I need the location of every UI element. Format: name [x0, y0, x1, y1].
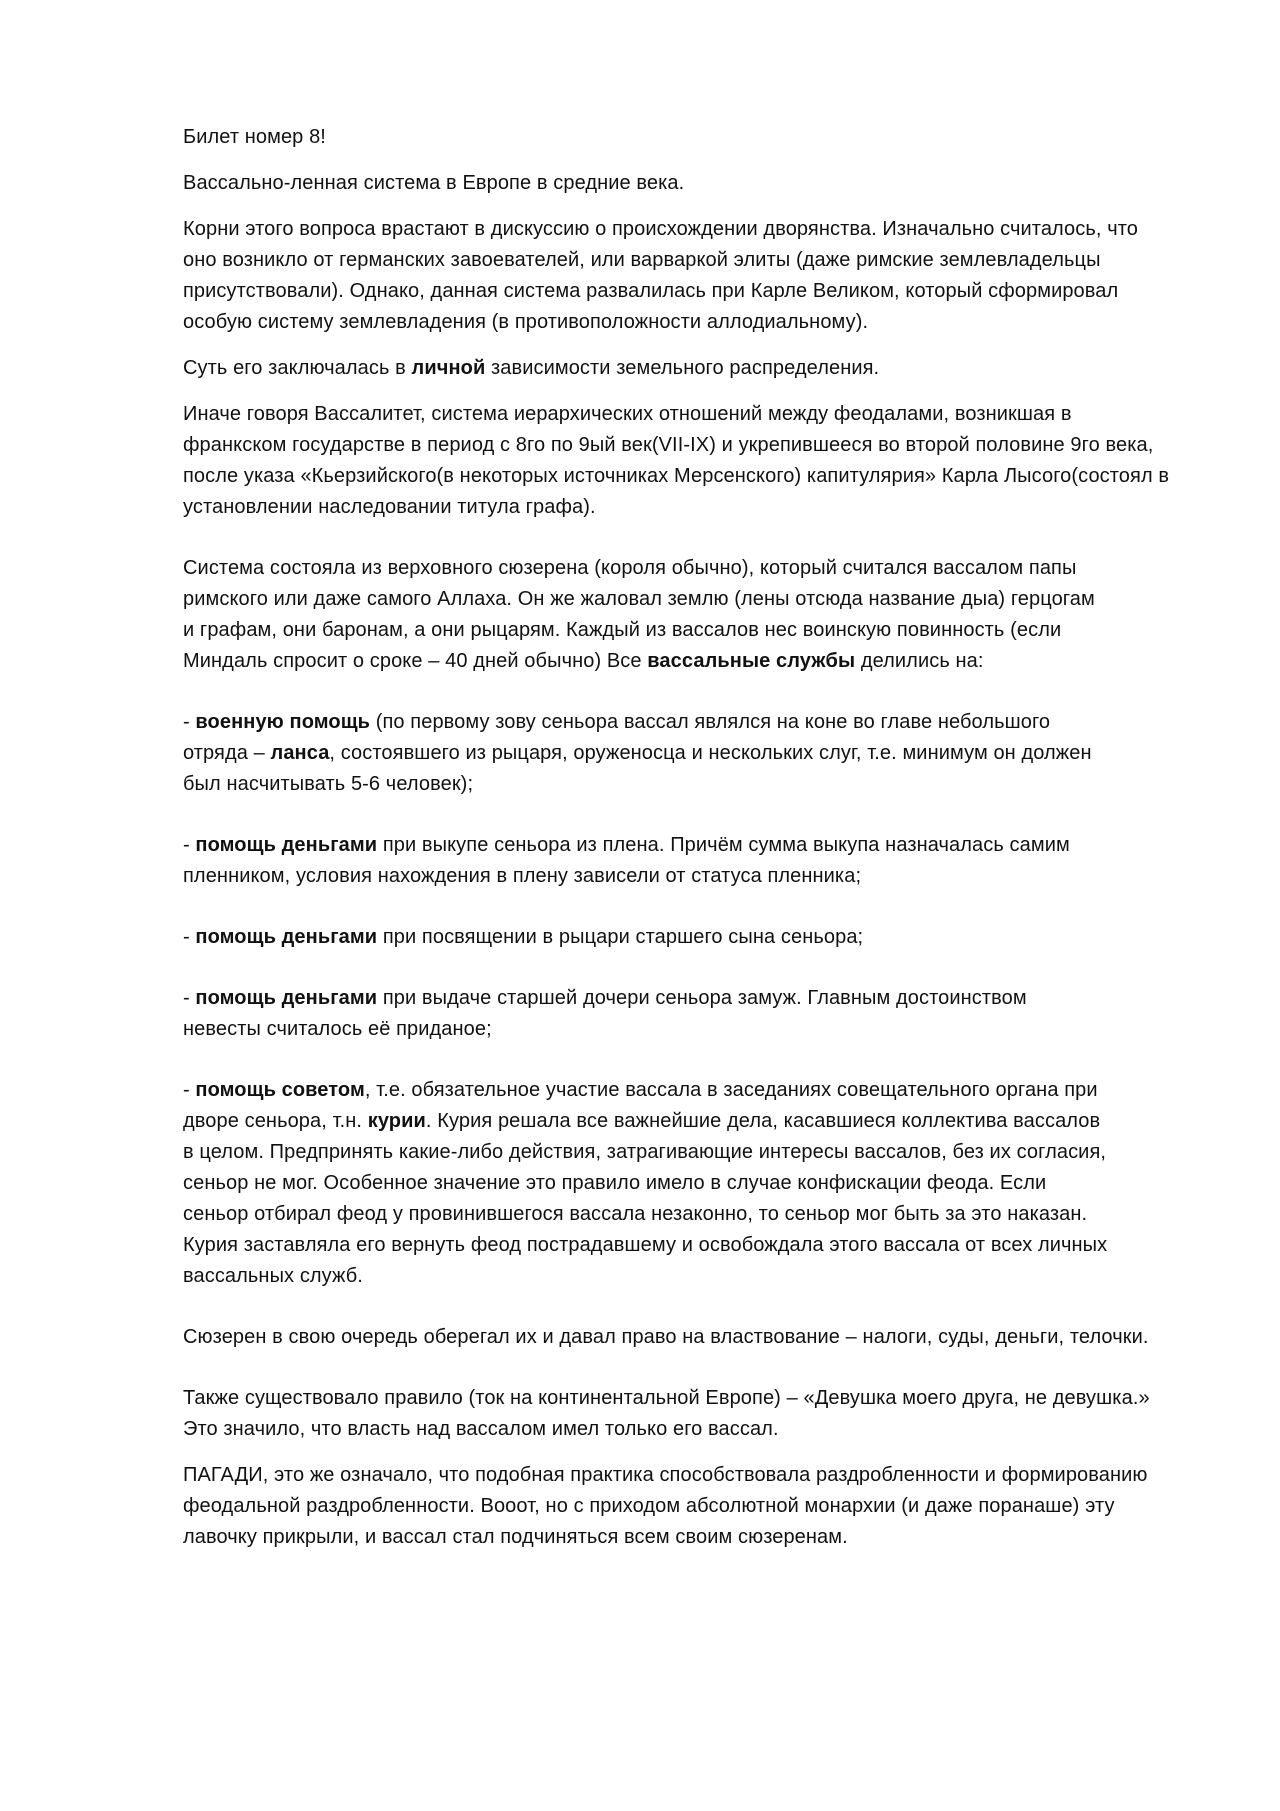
text: при выкупе сеньора из плена. Причём сумма выкупа назначалась самим пленником, условия нахождения в плену зависели от статуса пленника;	[183, 834, 1070, 887]
text: делились на:	[855, 650, 984, 672]
list-item-ransom-aid	[183, 830, 1108, 892]
paragraph-vassalage: Иначе говоря Вассалитет, система иерархических отношений между феодалами, возникшая в франкском государстве в период с 8го по 9ый век(VII-IX) и укрепившееся во второй половине 9го века, после указа «Кьерзийского(в некоторых источниках Мерсенского) капитулярия» Карла Лысого(состоял в установлении наследовании титула графа).	[183, 403, 1170, 518]
text: Система состояла из верховного сюзерена (короля обычно), который считался вассалом папы римского или даже самого Аллаха. Он же жаловал землю (лены отсюда название дыа) герцогам и графам, они баронам, а они рыцарям. Каждый из вассалов нес воинскую повинность (если Миндаль спросит о сроке – 40 дней обычно) Все	[183, 557, 1095, 672]
dash: -	[183, 711, 196, 733]
text: зависимости земельного распределения.	[485, 357, 880, 379]
bold-term: помощь деньгами	[195, 987, 378, 1009]
text: Суть его заключалась в	[183, 357, 412, 379]
bold-term: помощь деньгами	[195, 834, 378, 856]
topic-heading: Вассально-ленная система в Европе в средние века.	[183, 172, 685, 194]
paragraph-system	[183, 553, 1108, 677]
paragraph-essence	[183, 353, 1173, 384]
bold-term: курии	[367, 1110, 426, 1132]
text: , т.е. обязательное участие вассала в заседаниях совещательного органа при дворе сеньора, т.н.	[183, 1079, 1098, 1132]
text: . Курия решала все важнейшие дела, касавшиеся коллектива вассалов в целом. Предпринять какие-либо действия, затрагивающие интересы вассалов, без их согласия, сеньор не мог. Особенное значение это правило имело в случае конфискации феода. Если сеньор отбирал феод у провинившегося вассала незаконно, то сеньор мог быть за это наказан. Курия заставляла его вернуть феод пострадавшему и освобождала этого вассала от всех личных вассальных служб.	[183, 1110, 1108, 1287]
bold-term: ланса	[270, 742, 330, 764]
list-item-dowry-aid	[183, 983, 1108, 1045]
list-item-knighting-aid	[183, 922, 1108, 953]
text: при посвящении в рыцари старшего сына сеньора;	[377, 926, 864, 948]
bold-term: вассальные службы	[647, 650, 856, 672]
document-page	[183, 122, 1173, 1553]
dash: -	[183, 926, 196, 948]
ticket-title: Билет номер 8!	[183, 126, 326, 148]
dash: -	[183, 987, 196, 1009]
bold-term: личной	[411, 357, 486, 379]
bold-term: военную помощь	[195, 711, 371, 733]
text: (по первому зову сеньора вассал являлся на коне во главе небольшого отряда –	[183, 711, 1051, 764]
text: при выдаче старшей дочери сеньора замуж. Главным достоинством невесты считалось её приданое;	[183, 987, 1027, 1040]
text: , состоявшего из рыцаря, оруженосца и нескольких слуг, т.е. минимум он должен был насчитывать 5-6 человек);	[183, 742, 1092, 795]
paragraph-suzerain: Сюзерен в свою очередь оберегал их и давал право на властвование – налоги, суды, деньги, телочки.	[183, 1326, 1149, 1348]
paragraph-conclusion: ПАГАДИ, это же означало, что подобная практика способствовала раздробленности и формированию феодальной раздробленности. Вооот, но с приходом абсолютной монархии (и даже поранаше) эту лавочку прикрыли, и вассал стал подчиняться всем своим сюзеренам.	[183, 1464, 1148, 1548]
paragraph-origins: Корни этого вопроса врастают в дискуссию о происхождении дворянства. Изначально считалось, что оно возникло от германских завоевателей, или варваркой элиты (даже римские землевладельцы присутствовали). Однако, данная система развалилась при Карле Великом, который сформировал особую систему землевладения (в противоположности аллодиальному).	[183, 218, 1138, 333]
dash: -	[183, 834, 196, 856]
paragraph-rule: Также существовало правило (ток на континентальной Европе) – «Девушка моего друга, не девушка.» Это значило, что власть над вассалом имел только его вассал.	[183, 1387, 1150, 1440]
dash: -	[183, 1079, 196, 1101]
bold-term: помощь деньгами	[195, 926, 378, 948]
list-item-military-aid	[183, 707, 1108, 800]
list-item-counsel-aid	[183, 1075, 1108, 1292]
bold-term: помощь советом	[195, 1079, 365, 1101]
